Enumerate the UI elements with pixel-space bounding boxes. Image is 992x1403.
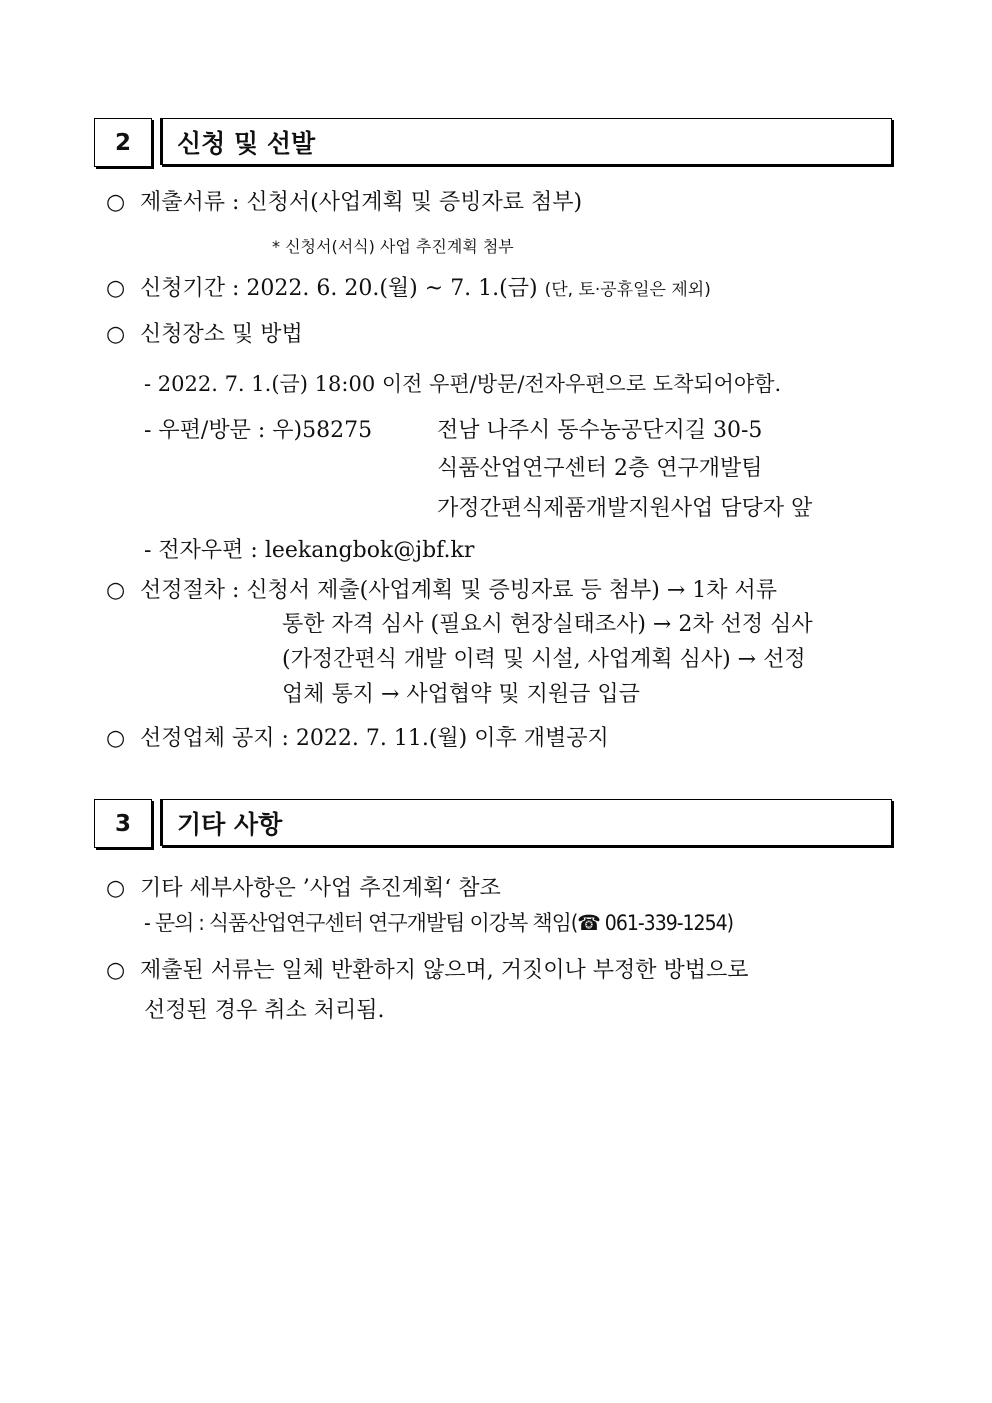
section-number: 3 (94, 799, 152, 848)
post-address-1: 전남 나주시 동수농공단지길 30-5 (437, 418, 763, 443)
period-item (106, 274, 711, 305)
bullet-circle: ○ (106, 190, 126, 215)
documents-note: * 신청서(서식) 사업 추진계획 첨부 (272, 237, 514, 256)
procedure-item (106, 576, 777, 606)
section-title: 신청 및 선발 (160, 118, 892, 165)
bullet-circle: ○ (106, 726, 126, 751)
place-method-item (106, 320, 303, 350)
procedure-line-4: 업체 통지 → 사업협약 및 지원금 입금 (282, 682, 640, 707)
documents-item (106, 188, 582, 218)
period-note: (단, 토·공휴일은 제외) (544, 280, 711, 300)
announce-text: 선정업체 공지 : 2022. 7. 11.(월) 이후 개별공지 (140, 726, 609, 751)
details-item (106, 874, 501, 904)
bullet-circle: ○ (106, 322, 126, 347)
section-title: 기타 사항 (160, 799, 892, 846)
post-address-2: 식품산업연구센터 2층 연구개발팀 (437, 456, 763, 481)
place-method-text: 신청장소 및 방법 (140, 322, 303, 347)
procedure-line-1: 선정절차 : 신청서 제출(사업계획 및 증빙자료 등 첨부) → 1차 서류 (140, 578, 777, 603)
procedure-line-3: (가정간편식 개발 이력 및 시설, 사업계획 심사) → 선정 (282, 647, 806, 672)
bullet-circle: ○ (106, 876, 126, 901)
procedure-line-2: 통한 자격 심사 (필요시 현장실태조사) → 2차 선정 심사 (282, 612, 813, 637)
post-label: - 우편/방문 : 우)58275 (144, 418, 373, 443)
notice-line-2: 선정된 경우 취소 처리됨. (144, 998, 385, 1023)
bullet-circle: ○ (106, 958, 126, 983)
notice-item (106, 956, 749, 986)
details-text: 기타 세부사항은 ’사업 추진계획‘ 참조 (140, 876, 501, 901)
period-text: 신청기간 : 2022. 6. 20.(월) ~ 7. 1.(금) (140, 276, 538, 301)
post-address-3: 가정간편식제품개발지원사업 담당자 앞 (437, 496, 813, 521)
bullet-circle: ○ (106, 578, 126, 603)
inquiry-text: - 문의 : 식품산업연구센터 연구개발팀 이강복 책임(☎ 061-339-1254) (144, 911, 733, 935)
deadline-text: - 2022. 7. 1.(금) 18:00 이전 우편/방문/전자우편으로 도착되어야함. (144, 372, 782, 396)
notice-line-1: 제출된 서류는 일체 반환하지 않으며, 거짓이나 부정한 방법으로 (140, 958, 749, 983)
bullet-circle: ○ (106, 276, 126, 301)
email-text: - 전자우편 : leekangbok@jbf.kr (144, 538, 475, 563)
documents-text: 제출서류 : 신청서(사업계획 및 증빙자료 첨부) (140, 190, 583, 215)
section-number: 2 (94, 118, 152, 167)
announce-item (106, 724, 609, 754)
